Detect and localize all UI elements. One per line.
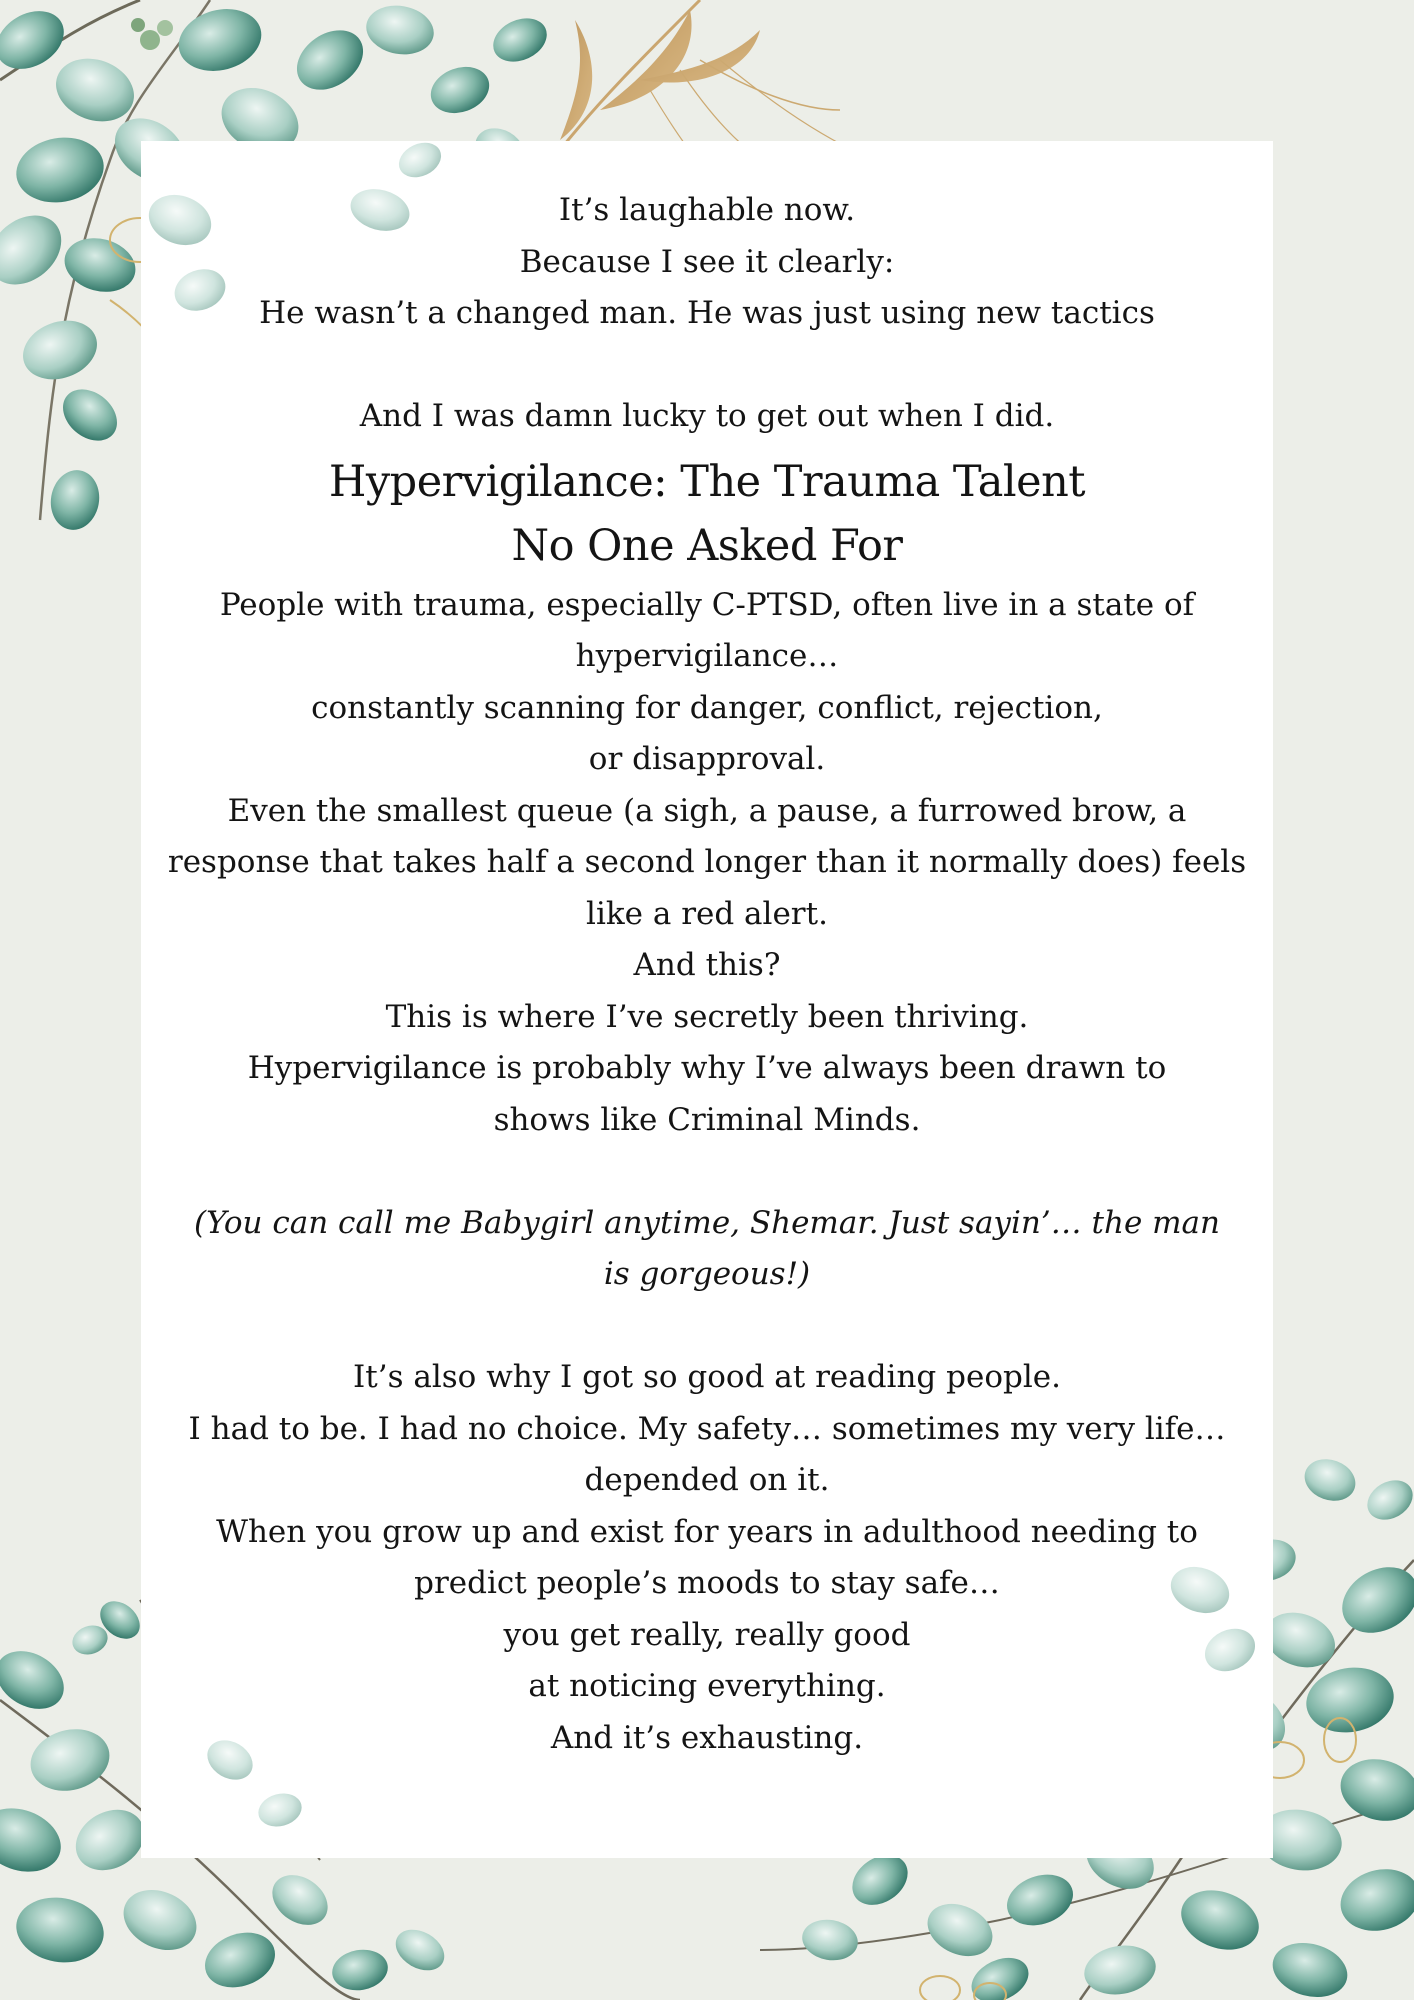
body-paragraph-11: at noticing everything. xyxy=(528,1668,886,1704)
section-heading xyxy=(141,450,1273,578)
body-paragraph-7: It’s also why I got so good at reading people. xyxy=(353,1359,1061,1395)
body-paragraph-1: People with trauma, especially C-PTSD, often live in a state of hypervigilance… xyxy=(219,586,1195,674)
body-paragraph-3: Even the smallest queue (a sigh, a pause, a furrowed brow, a response that takes half a second longer than it normally does) feels like a red alert. xyxy=(167,792,1247,932)
body-paragraph-4: And this? xyxy=(633,947,781,983)
intro-line-1: It’s laughable now. xyxy=(558,192,856,228)
body-paragraph-8: I had to be. I had no choice. My safety… sometimes my very life… depended on it. xyxy=(188,1410,1226,1498)
body-paragraph-6: Hypervigilance is probably why I’ve always been drawn to shows like Criminal Minds. xyxy=(247,1050,1167,1138)
intro-line-3: He wasn’t a changed man. He was just using new tactics xyxy=(259,295,1155,331)
intro-line-4: And I was damn lucky to get out when I did. xyxy=(359,398,1055,434)
body-paragraph-9: When you grow up and exist for years in adulthood needing to predict people’s moods to stay safe… xyxy=(216,1513,1198,1601)
spacer xyxy=(141,340,1273,392)
aside-note: (You can call me Babygirl anytime, Shemar. Just sayin’… the man is gorgeous!) xyxy=(194,1204,1220,1292)
heading-line-2: No One Asked For xyxy=(511,520,903,571)
body-paragraph-10: you get really, really good xyxy=(503,1616,911,1653)
heading-line-1: Hypervigilance: The Trauma Talent xyxy=(328,456,1086,507)
body-paragraph-12: And it’s exhausting. xyxy=(550,1719,864,1756)
spacer xyxy=(141,1146,1273,1198)
article-body xyxy=(141,185,1273,1764)
body-paragraph-2: constantly scanning for danger, conflict, rejection, or disapproval. xyxy=(311,689,1103,777)
body-paragraph-5: This is where I’ve secretly been thriving. xyxy=(385,998,1029,1035)
spacer xyxy=(141,1301,1273,1353)
intro-line-2: Because I see it clearly: xyxy=(519,243,895,280)
